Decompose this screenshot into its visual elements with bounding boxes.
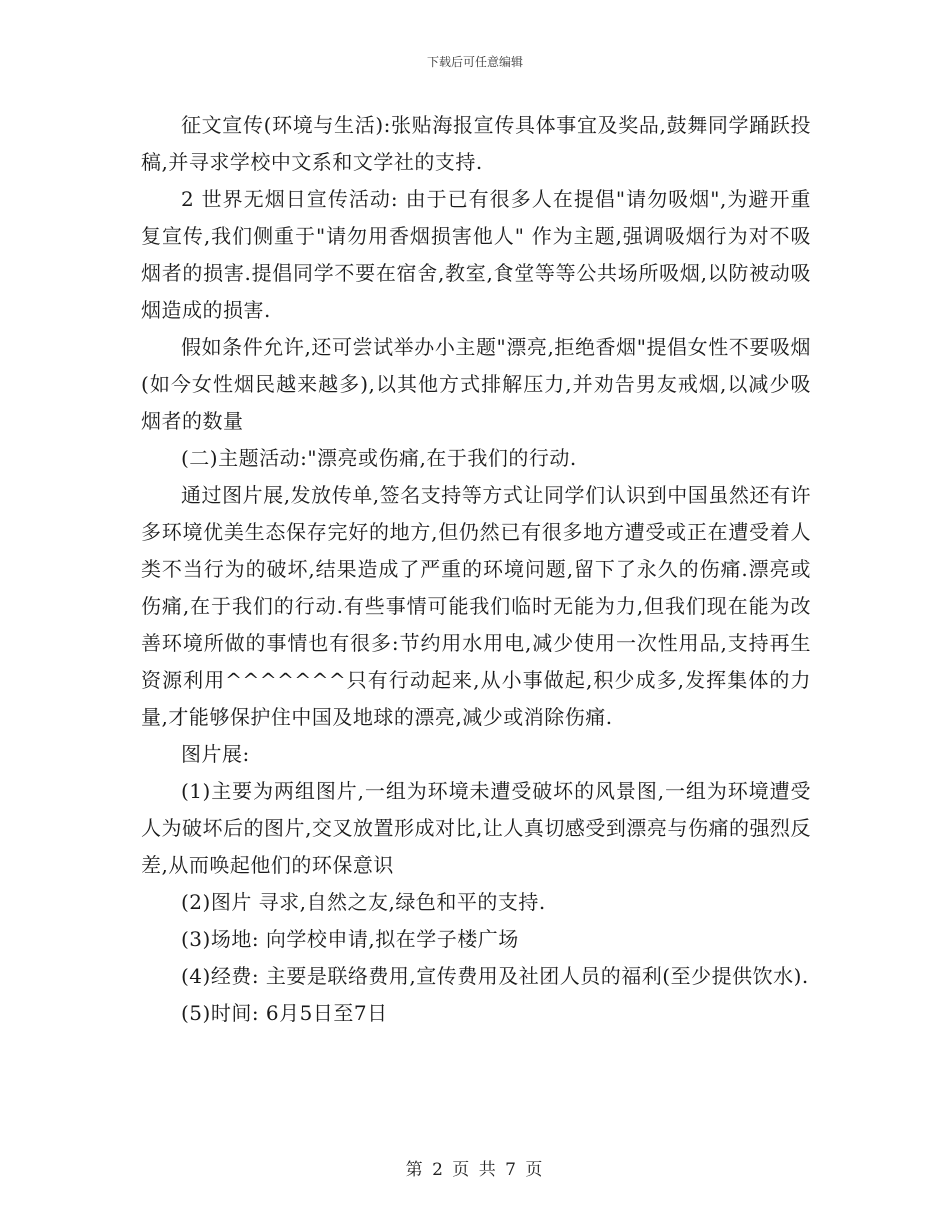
paragraph-item-5: (5)时间: 6月5日至7日 <box>181 1001 388 1025</box>
document-body <box>141 107 811 1032</box>
paragraph-item-2: (2)图片 寻求,自然之友,绿色和平的支持. <box>181 890 546 914</box>
paragraph-theme-activity-heading: (二)主题活动:"漂亮或伤痛,在于我们的行动. <box>181 446 577 470</box>
paragraph-beauty-no-smoking: 假如条件允许,还可尝试举办小主题"漂亮,拒绝香烟"提倡女性不要吸烟(如今女性烟民越来越多),以其他方式排解压力,并劝告男友戒烟,以减少吸烟者的数量 <box>141 335 811 433</box>
paragraph-essay-promo: 征文宣传(环境与生活):张贴海报宣传具体事宜及奖品,鼓舞同学踊跃投稿,并寻求学校中文系和文学社的支持. <box>141 113 811 174</box>
paragraph-photo-exhibit-heading: 图片展: <box>181 742 250 766</box>
paragraph-item-1: (1)主要为两组图片,一组为环境未遭受破坏的风景图,一组为环境遭受人为破坏后的图片,交叉放置形成对比,让人真切感受到漂亮与伤痛的强烈反差,从而唤起他们的环保意识 <box>141 779 811 877</box>
paragraph-item-3: (3)场地: 向学校申请,拟在学子楼广场 <box>181 927 519 951</box>
paragraph-no-smoking-day: 2 世界无烟日宣传活动: 由于已有很多人在提倡"请勿吸烟",为避开重复宣传,我们侧重于"请勿用香烟损害他人" 作为主题,强调吸烟行为对不吸烟者的损害.提倡同学不要在宿舍,教室,食堂等等公共场所吸烟,以防被动吸烟造成的损害. <box>141 187 811 322</box>
paragraph-item-4: (4)经费: 主要是联络费用,宣传费用及社团人员的福利(至少提供饮水). <box>181 964 809 988</box>
page-header-note: 下载后可任意编辑 <box>426 55 523 69</box>
paragraph-theme-activity-body: 通过图片展,发放传单,签名支持等方式让同学们认识到中国虽然还有许多环境优美生态保存完好的地方,但仍然已有很多地方遭受或正在遭受着人类不当行为的破坏,结果造成了严重的环境问题,留下了永久的伤痛.漂亮或伤痛,在于我们的行动.有些事情可能我们临时无能为力,但我们现在能为改善环境所做的事情也有很多:节约用水用电,减少使用一次性用品,支持再生资源利用^^^^^^^只有行动起来,从小事做起,积少成多,发挥集体的力量,才能够保护住中国及地球的漂亮,减少或消除伤痛. <box>141 483 811 729</box>
page-footer-number: 第 2 页 共 7 页 <box>405 1160 545 1180</box>
